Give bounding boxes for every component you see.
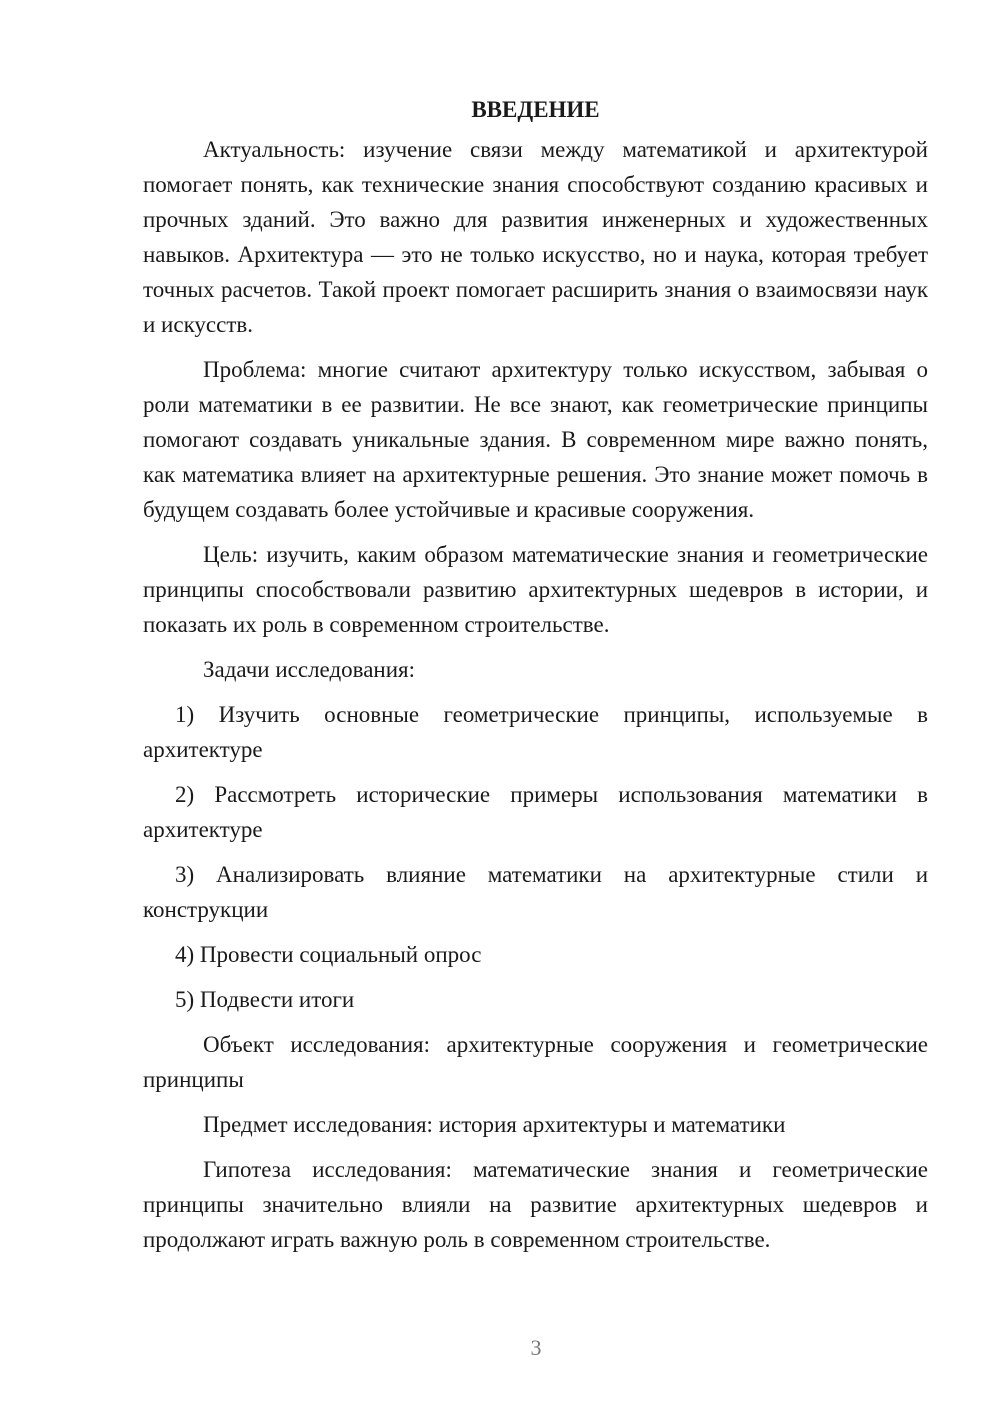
tasks-list — [143, 697, 928, 1017]
hypothesis-paragraph: Гипотеза исследования: математические знания и геометрические принципы значительно влияли на развитие архитектурных шедевров и продолжают играть важную роль в современном строительстве. — [143, 1157, 928, 1252]
task-item: 2) Рассмотреть исторические примеры использования математики в архитектуре — [143, 782, 928, 842]
tasks-heading: Задачи исследования: — [203, 657, 416, 682]
task-item: 4) Провести социальный опрос — [175, 942, 482, 967]
page-title: ВВЕДЕНИЕ — [471, 97, 600, 122]
task-item: 5) Подвести итоги — [175, 987, 355, 1012]
task-item: 3) Анализировать влияние математики на архитектурные стили и конструкции — [143, 862, 928, 922]
relevance-paragraph: Актуальность: изучение связи между математикой и архитектурой помогает понять, как технические знания способствуют созданию красивых и прочных зданий. Это важно для развития инженерных и художественных навыков. Архитектура — это не только искусство, но и наука, которая требует точных расчетов. Такой проект помогает расширить знания о взаимосвязи наук и искусств. — [143, 137, 928, 337]
object-paragraph: Объект исследования: архитектурные сооружения и геометрические принципы — [143, 1032, 928, 1092]
subject-paragraph: Предмет исследования: история архитектуры и математики — [203, 1112, 786, 1137]
page-content — [143, 92, 928, 1267]
goal-paragraph: Цель: изучить, каким образом математические знания и геометрические принципы способствовали развитию архитектурных шедевров в истории, и показать их роль в современном строительстве. — [143, 542, 928, 637]
problem-paragraph: Проблема: многие считают архитектуру только искусством, забывая о роли математики в ее развитии. Не все знают, как геометрические принципы помогают создавать уникальные здания. В современном мире важно понять, как математика влияет на архитектурные решения. Это знание может помочь в будущем создавать более устойчивые и красивые сооружения. — [143, 357, 928, 522]
task-item: 1) Изучить основные геометрические принципы, используемые в архитектуре — [143, 702, 928, 762]
page-number: 3 — [530, 1335, 542, 1360]
